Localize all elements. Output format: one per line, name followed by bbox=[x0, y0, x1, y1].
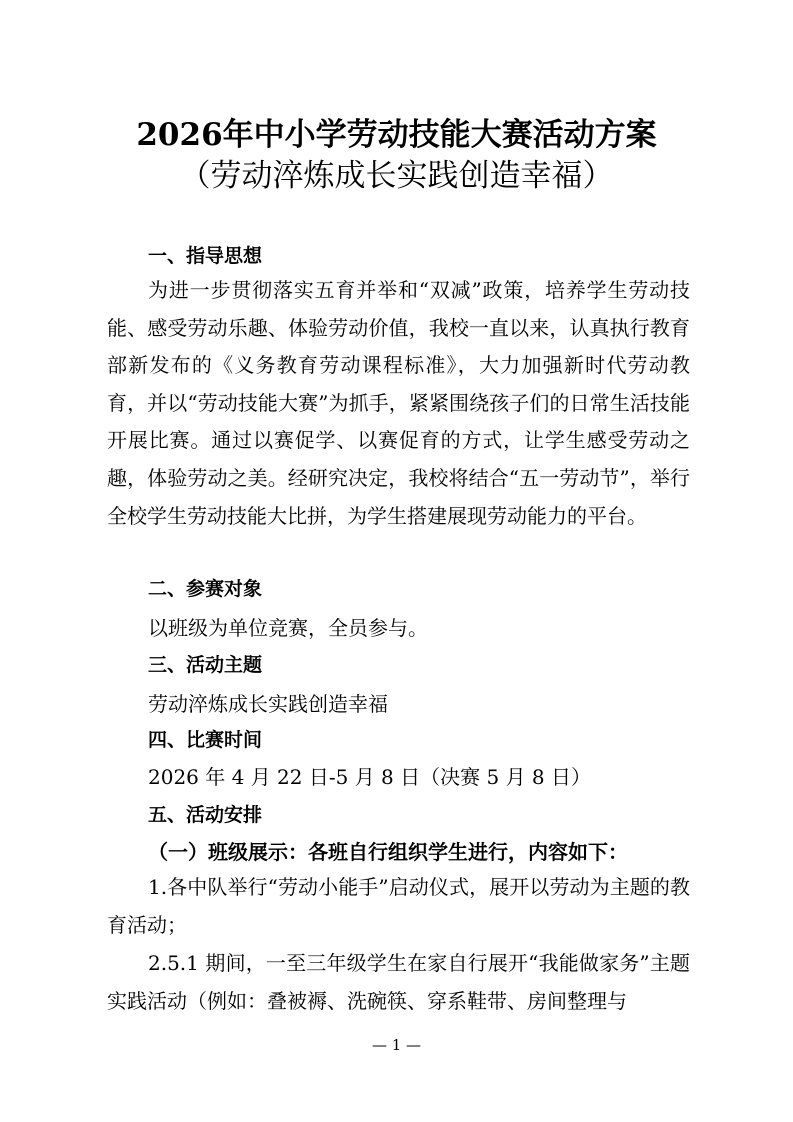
document-title: 2026年中小学劳动技能大赛活动方案 bbox=[136, 117, 657, 153]
section-heading-theme: 三、活动主题 bbox=[148, 654, 263, 676]
list-item-2: 2.5.1 期间，一至三年级学生在家自行展开“我能做家务”主题实践活动（例如：叠被褥、洗碗筷、穿系鞋带、房间整理与 bbox=[107, 951, 690, 1013]
section-text-participants: 以班级为单位竞赛，全员参与。 bbox=[148, 616, 428, 640]
page-number: — 1 — bbox=[371, 1036, 422, 1054]
section-heading-arrangement: 五、活动安排 bbox=[148, 804, 263, 826]
section-heading-time: 四、比赛时间 bbox=[148, 729, 263, 751]
section-paragraph-guiding-ideology: 为进一步贯彻落实五育并举和“双减”政策，培养学生劳动技能、感受劳动乐趣、体验劳动价值，我校一直以来，认真执行教育部新发布的《义务教育劳动课程标准》，大力加强新时代劳动教育，并以“劳动技能大赛”为抓手，紧紧围绕孩子们的日常生活技能开展比赛。通过以赛促学、以赛促育的方式，让学生感受劳动之趣，体验劳动之美。经研究决定，我校将结合“五一劳动节”，举行全校学生劳动技能大比拼，为学生搭建展现劳动能力的平台。 bbox=[107, 278, 690, 528]
section-text-time: 2026 年 4 月 22 日-5 月 8 日（决赛 5 月 8 日） bbox=[148, 765, 592, 789]
section-heading-participants: 二、参赛对象 bbox=[148, 578, 263, 600]
section-heading-guiding-ideology: 一、指导思想 bbox=[148, 245, 263, 267]
list-item-1: 1.各中队举行“劳动小能手”启动仪式，展开以劳动为主题的教育活动； bbox=[107, 875, 690, 937]
section-subheading-class-showcase: （一）班级展示：各班自行组织学生进行，内容如下： bbox=[148, 840, 628, 864]
section-text-theme: 劳动淬炼成长实践创造幸福 bbox=[148, 692, 388, 716]
document-subtitle: （劳动淬炼成长实践创造幸福） bbox=[179, 158, 614, 194]
